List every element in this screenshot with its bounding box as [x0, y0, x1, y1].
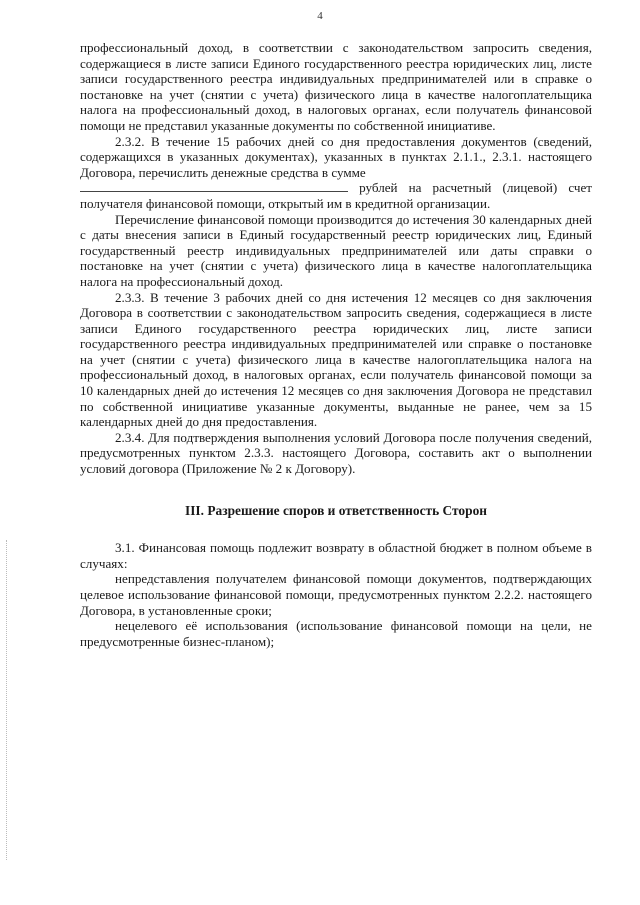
paragraph-2-3-4: 2.3.4. Для подтверждения выполнения условий Договора после получения сведений, предусмотренных пунктом 2.3.3. настоящего Договора, составить акт о выполнении условий договора (Приложение № 2 к Договору).	[80, 429, 592, 477]
paragraph-continuation: профессиональный доход, в соответствии с законодательством запросить сведения, содержащиеся в листе записи Единого государственного реестра юридических лиц, листе записи государственного реестра индивидуальных предпринимателей или в справке о постановке на учет (снятии с учета) физического лица в качестве налогоплательщика налога на профессиональный доход, в налоговых органах, если получатель финансовой помощи не представил указанные документы по собственной инициативе.	[80, 40, 592, 133]
scan-edge-mark	[6, 540, 8, 860]
amount-blank-line	[80, 180, 348, 192]
list-item-misuse: нецелевого её использования (использование финансовой помощи на цели, не предусмотренные бизнес-планом);	[80, 618, 592, 649]
list-item-non-submission: непредставления получателем финансовой помощи документов, подтверждающих целевое использование финансовой помощи, предусмотренных пунктом 2.2.2. настоящего Договора, в установленные сроки;	[80, 571, 592, 618]
paragraph-2-3-2-amount-line	[80, 180, 592, 211]
paragraph-2-3-2	[80, 134, 592, 181]
paragraph-2-3-2-amount-text: рублей на расчетный (лицевой) счет получателя финансовой помощи, открытый им в кредитной организации.	[80, 180, 592, 211]
paragraph-3-1: 3.1. Финансовая помощь подлежит возврату в областной бюджет в полном объеме в случаях:	[80, 540, 592, 571]
paragraph-2-3-3: 2.3.3. В течение 3 рабочих дней со дня истечения 12 месяцев со дня заключения Договора в соответствии с законодательством запросить сведения, содержащиеся в листе записи Единого государственного реестра юридических лиц, листе записи государственного реестра индивидуальных предпринимателей или справке о постановке на учет (снятии с учета) физического лица в качестве налогоплательщика налога на профессиональный доход, в налоговых органах, если получатель финансовой помощи за 10 календарных дней до истечения 12 месяцев со дня заключения Договора не представил по собственной инициативе указанные документы, выданные не ранее, чем за 15 календарных дней до дня предоставления.	[80, 289, 592, 430]
document-body	[80, 40, 592, 649]
section-heading: III. Разрешение споров и ответственность Сторон	[185, 502, 487, 518]
paragraph-transfer-deadline: Перечисление финансовой помощи производится до истечения 30 календарных дней с даты внесения записи в Единый государственный реестр юридических лиц, Единый государственный реестр индивидуальных предпринимателей или даты справки о постановке на учет (снятии с учета) физического лица в качестве налогоплательщика налога на профессиональный доход.	[80, 211, 592, 289]
paragraph-2-3-2-text: 2.3.2. В течение 15 рабочих дней со дня предоставления документов (сведений, содержащихся в указанных документах), указанных в пунктах 2.1.1., 2.3.1. настоящего Договора, перечислить денежные средства в сумме	[80, 133, 592, 180]
page-number: 4	[317, 10, 323, 22]
